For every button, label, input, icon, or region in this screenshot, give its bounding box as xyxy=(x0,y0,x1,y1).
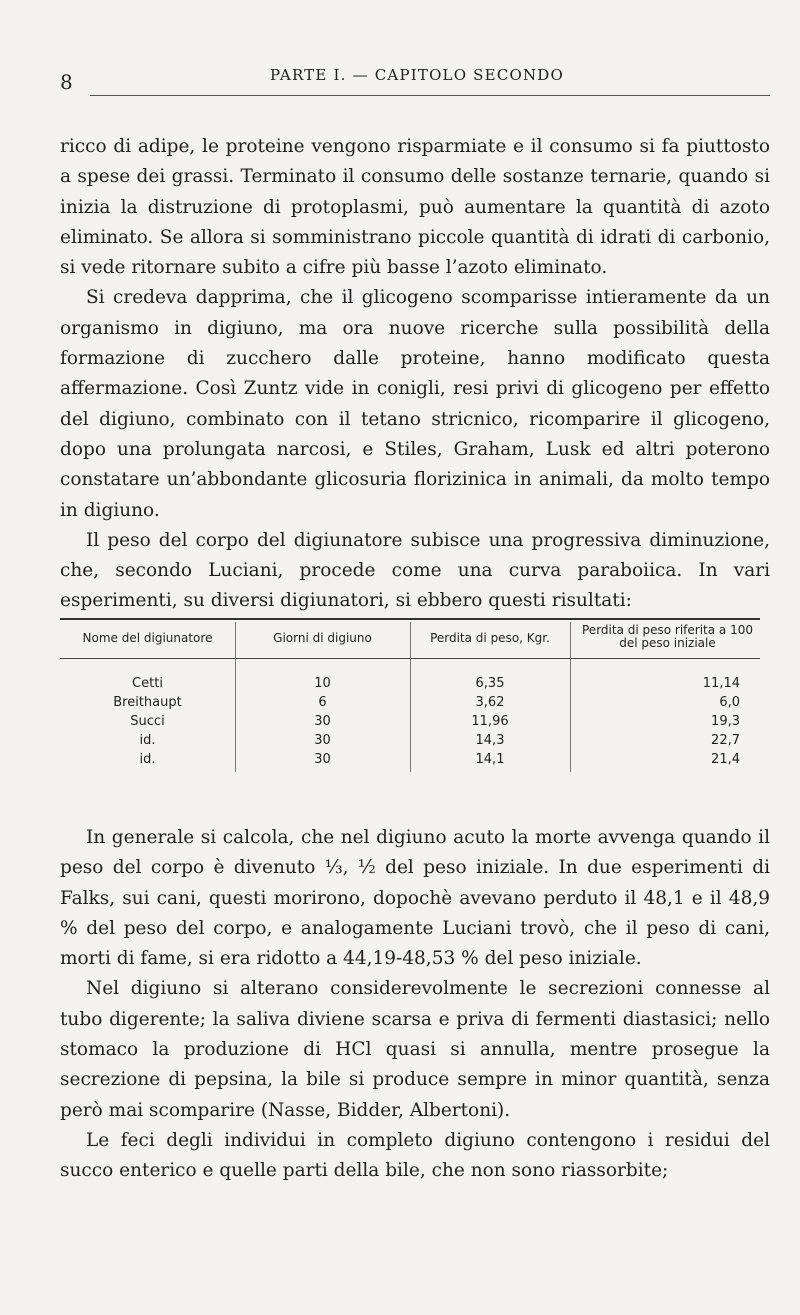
table-cell-name: Succi xyxy=(130,714,165,729)
paragraph: ricco di adipe, le proteine vengono risparmiate e il consumo si fa piuttosto a spese dei grassi. Terminato il consumo delle sostanze ternarie, quando si inizia la distruzione di protoplasmi, può aumentare la quantità di azoto eliminato. Se allora si somministrano piccole quantità di idrati di carbonio, si vede ritornare subito a cifre più basse l’azoto eliminato. xyxy=(60,136,770,279)
results-table xyxy=(60,618,760,778)
table-cell-name: id. xyxy=(139,752,156,767)
table-cell-name: Breithaupt xyxy=(113,695,182,710)
table-cell-days: 30 xyxy=(314,714,331,729)
paragraph: Le feci degli individui in completo digiuno contengono i residui del succo enterico e quelle parti della bile, che non sono riassorbite; xyxy=(60,1129,770,1182)
table-top-rule xyxy=(60,618,760,620)
table-cell-days: 6 xyxy=(318,695,327,710)
body-text-before-table xyxy=(60,132,770,617)
table-cell-name: id. xyxy=(139,733,156,748)
table-header-days: Giorni di digiuno xyxy=(273,631,372,645)
table-cell-loss-kg: 6,35 xyxy=(475,676,505,691)
table-cell-loss-kg: 14,1 xyxy=(475,752,505,767)
table-cell-loss-kg: 3,62 xyxy=(475,695,505,710)
table-cell-loss-percent: 11,14 xyxy=(702,676,740,691)
table-cell-loss-percent: 6,0 xyxy=(719,695,740,710)
paragraph: Si credeva dapprima, che il glicogeno scomparisse intieramente da un organismo in digiuno, ma ora nuove ricerche sulla possibilità della formazione di zucchero dalle proteine, hanno modificato questa affermazione. Così Zuntz vide in conigli, resi privi di glicogeno per effetto del digiuno, combinato con il tetano stricnico, ricomparire il glicogeno, dopo una prolungata narcosi, e Stiles, Graham, Lusk ed altri poterono constatare un’abbondante glicosuria florizinica in animali, da molto tempo in digiuno. xyxy=(60,287,770,521)
paragraph: Il peso del corpo del digiunatore subisce una progressiva diminuzione, che, secondo Luciani, procede come una curva paraboiica. In vari esperimenti, su diversi digiunatori, si ebbero questi risultati: xyxy=(60,529,770,612)
table-cell-name: Cetti xyxy=(132,676,163,691)
page-header xyxy=(60,58,760,98)
table-header-rule xyxy=(60,658,760,659)
table-cell-loss-percent: 22,7 xyxy=(711,733,740,748)
table-cell-days: 30 xyxy=(314,733,331,748)
table-cell-days: 10 xyxy=(314,676,331,691)
table-cell-days: 30 xyxy=(314,752,331,767)
body-text-after-table xyxy=(60,823,770,1187)
running-title: PARTE I. — CAPITOLO SECONDO xyxy=(270,66,565,84)
paragraph: In generale si calcola, che nel digiuno acuto la morte avvenga quando il peso del corpo è divenuto ⅓, ½ del peso iniziale. In due esperimenti di Falks, sui cani, questi morirono, dopochè avevano perduto il 48,1 e il 48,9 % del peso del corpo, e analogamente Luciani trovò, che il peso di cani, morti di fame, si era ridotto a 44,19-48,53 % del peso iniziale. xyxy=(60,827,770,970)
table-header-loss-percent: Perdita di peso riferita a 100 del peso iniziale xyxy=(582,623,753,650)
table-cell-loss-kg: 14,3 xyxy=(475,733,505,748)
paragraph: Nel digiuno si alterano considerevolmente le secrezioni connesse al tubo digerente; la saliva diviene scarsa e priva di fermenti diastasici; nello stomaco la produzione di HCl quasi si annulla, mentre prosegue la secrezione di pepsina, la bile si produce sempre in minor quantità, senza però mai scomparire (Nasse, Bidder, Albertoni). xyxy=(60,978,770,1121)
header-rule xyxy=(90,95,770,96)
table-header-name: Nome del digiunatore xyxy=(82,631,213,645)
table-cell-loss-percent: 19,3 xyxy=(711,714,740,729)
table-cell-loss-percent: 21,4 xyxy=(711,752,740,767)
page-number: 8 xyxy=(60,70,73,94)
table-cell-loss-kg: 11,96 xyxy=(471,714,509,729)
table-header-loss-kg: Perdita di peso, Kgr. xyxy=(430,631,550,645)
